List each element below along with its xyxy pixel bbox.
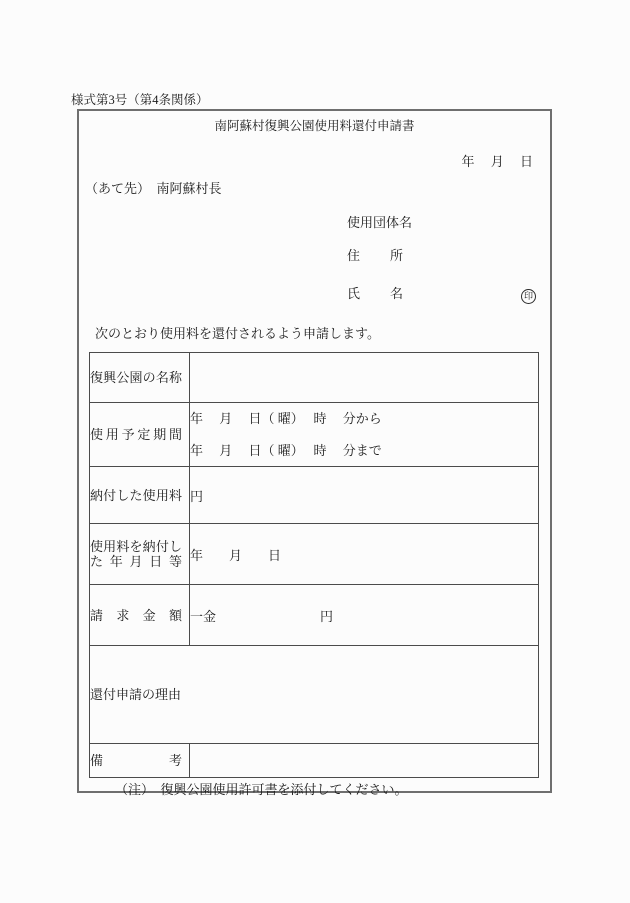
park-name-value-cell	[190, 353, 539, 403]
table-row-remarks	[90, 744, 539, 778]
table-row-use-period	[90, 403, 539, 467]
address-label: 住所	[347, 248, 403, 263]
row-label-use-period: 使用予定期間	[90, 427, 182, 442]
seal-icon	[521, 289, 536, 304]
table-row-payment-date	[90, 524, 539, 585]
claim-amount-label-cell	[90, 585, 190, 646]
form-title: 南阿蘇村復興公園使用料還付申請書	[214, 119, 415, 133]
date-line: 年 月 日	[461, 154, 533, 169]
use-period-to: 年 月 日（ 曜） 時 分まで	[190, 443, 382, 458]
form-border-box	[77, 109, 552, 797]
remarks-label-cell	[90, 744, 190, 778]
claim-amount-text: 一金 円	[190, 608, 334, 624]
addressee-line: （あて先） 南阿蘇村長	[85, 181, 222, 196]
use-period-value-cell	[190, 403, 539, 467]
table-row-paid-fee	[90, 467, 539, 524]
note-line: （注） 復興公園使用許可書を添付してください。	[115, 782, 408, 797]
table-row-refund-reason	[90, 646, 539, 744]
paid-fee-yen-unit: 円	[190, 488, 204, 504]
use-period-label-cell	[90, 403, 190, 467]
intro-sentence: 次のとおり使用料を還付されるよう申請します。	[95, 326, 380, 341]
table-row-claim-amount	[90, 585, 539, 646]
applicant-block	[347, 216, 550, 300]
row-label-remarks: 備考	[90, 753, 182, 768]
row-label-paid-fee: 納付した使用料	[90, 487, 182, 503]
row-label-payment-date: 使用料を納付した年月日等	[90, 539, 182, 569]
refund-reason-cell	[90, 646, 539, 744]
seal-character: 印	[523, 291, 533, 301]
use-period-from: 年 月 日（ 曜） 時 分から	[190, 411, 382, 426]
table-row-park-name	[90, 353, 539, 403]
park-name-label-cell	[90, 353, 190, 403]
claim-amount-value-cell	[190, 585, 539, 646]
payment-date-label-cell	[90, 524, 190, 585]
payment-date-placeholder: 年 月 日	[190, 547, 282, 563]
refund-detail-table	[89, 352, 539, 778]
name-label: 氏名	[347, 286, 403, 301]
paid-fee-value-cell	[190, 467, 539, 524]
paid-fee-label-cell	[90, 467, 190, 524]
row-label-claim-amount: 請求金額	[90, 607, 182, 623]
remarks-value-cell	[190, 744, 539, 778]
form-number-label: 様式第3号（第4条関係）	[71, 93, 209, 107]
row-label-park-name: 復興公園の名称	[90, 370, 182, 385]
payment-date-value-cell	[190, 524, 539, 585]
organization-name-label: 使用団体名	[347, 215, 413, 230]
row-label-refund-reason: 還付申請の理由	[90, 687, 182, 702]
